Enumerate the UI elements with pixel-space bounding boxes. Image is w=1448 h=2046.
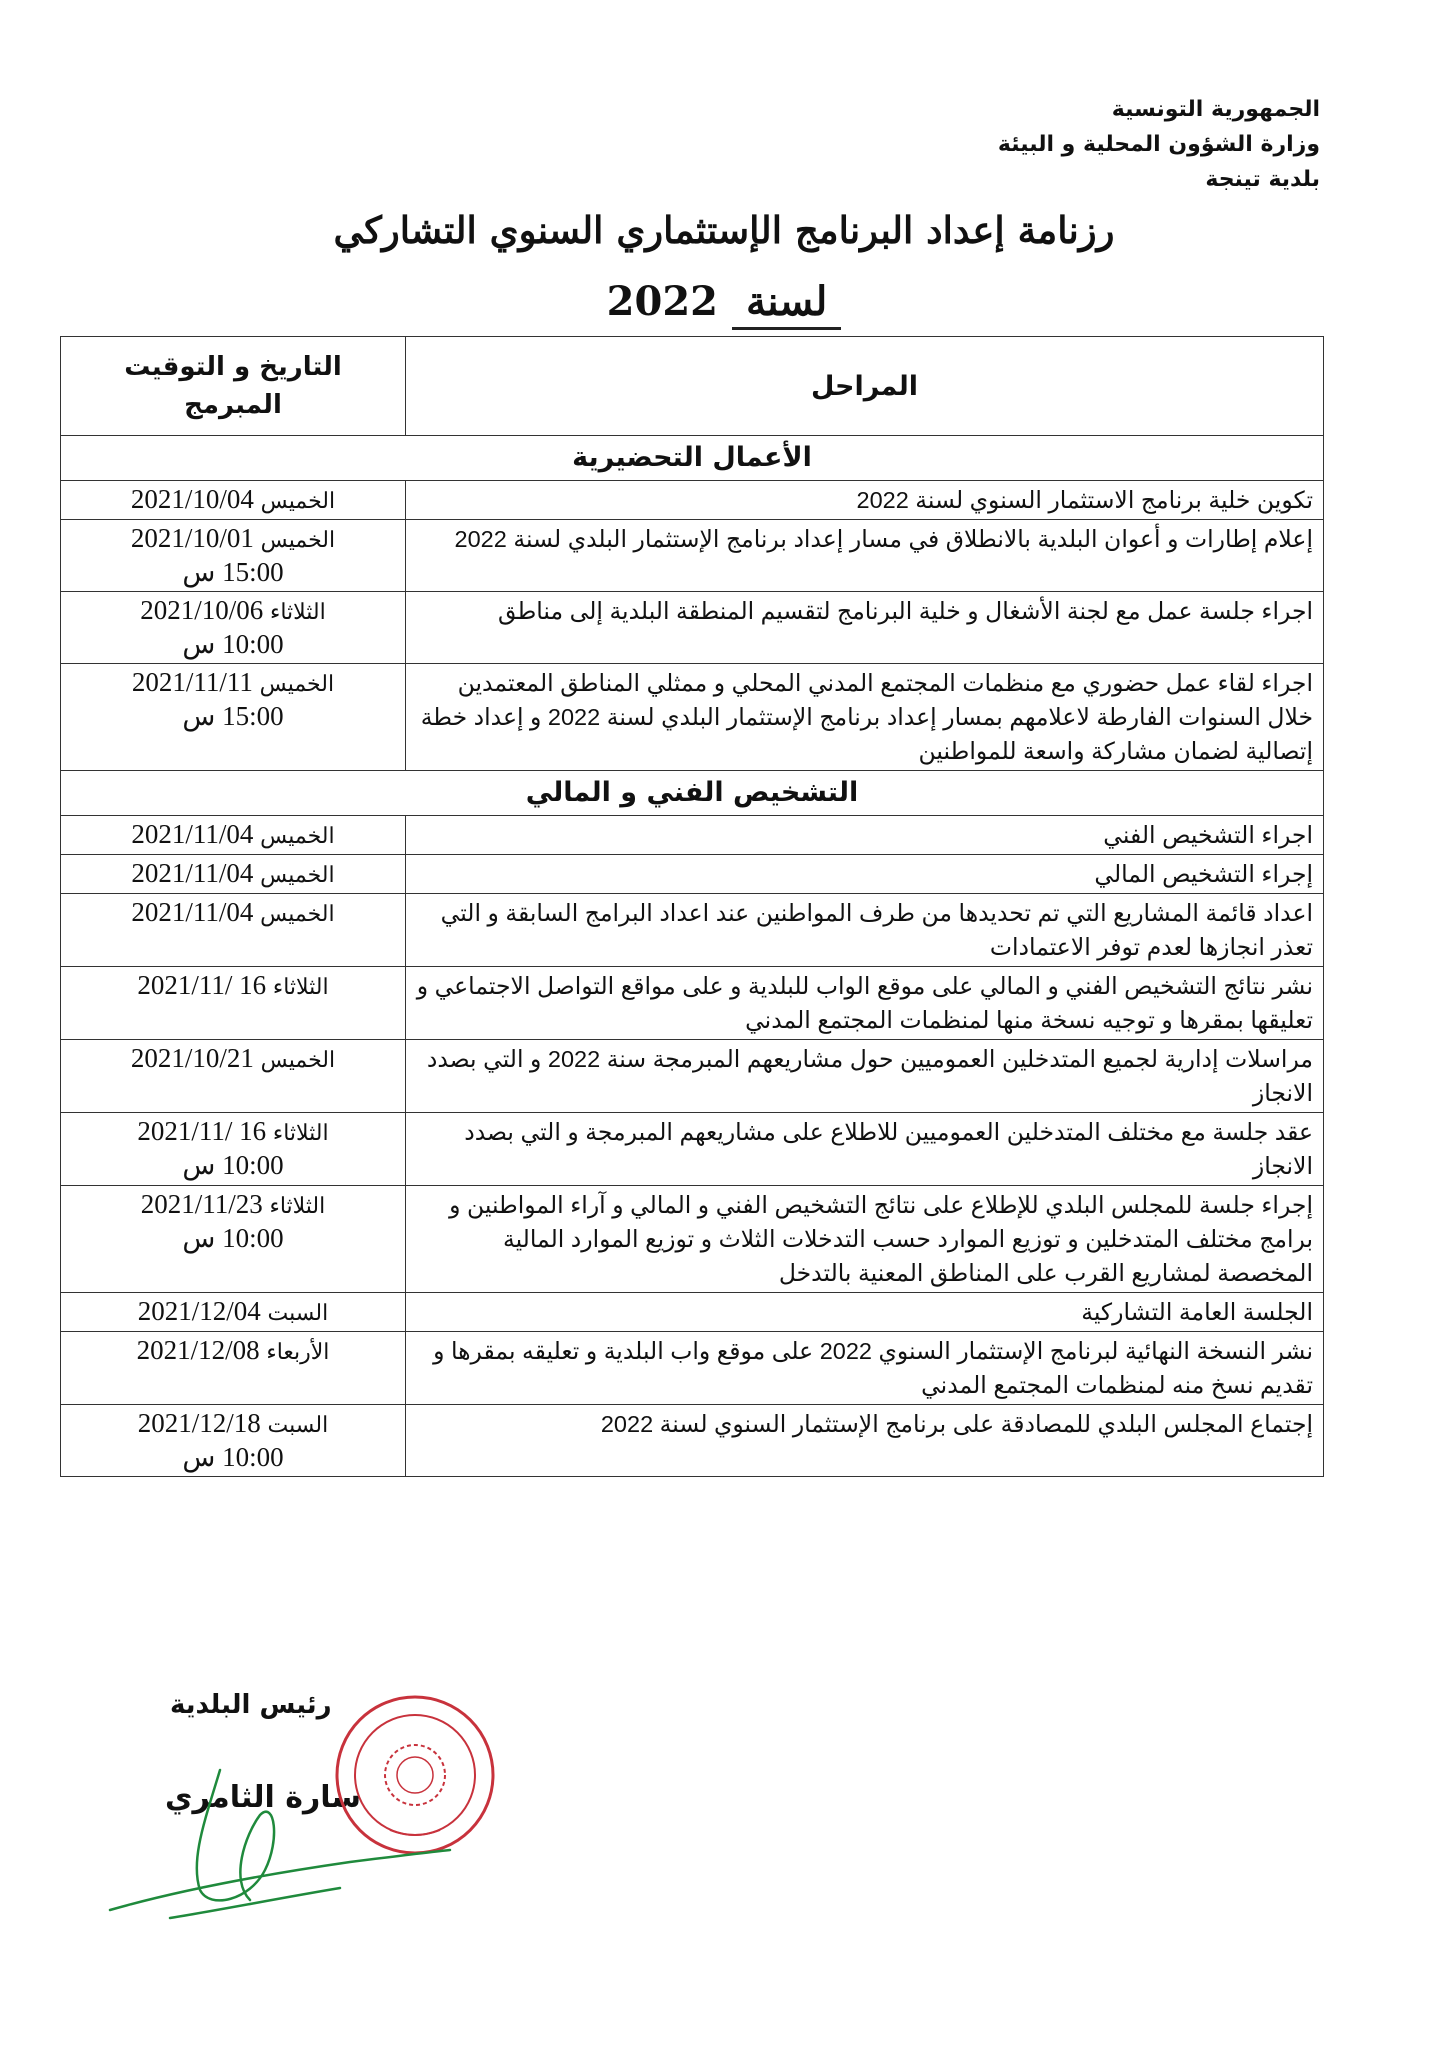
date-cell [61, 967, 406, 1040]
weekday: الثلاثاء [270, 599, 326, 624]
date-line [71, 1115, 395, 1149]
stage-cell: مراسلات إدارية لجميع المتدخلين العموميين حول مشاريعهم المبرمجة سنة 2022 و التي بصدد الانجاز [406, 1040, 1324, 1113]
date-cell [61, 855, 406, 894]
time-value: 10:00 س [182, 1150, 284, 1180]
weekday: الخميس [260, 527, 336, 552]
stage-cell: إجراء جلسة للمجلس البلدي للإطلاع على نتائج التشخيص الفني و المالي و آراء المواطنين و برامج مختلف المتدخلين و توزيع الموارد حسب التدخلات الثلاث و توزيع الموارد المالية المخصصة لمشاريع القرب على المناطق المعنية بالتدخل [406, 1186, 1324, 1293]
table-row [61, 967, 1324, 1040]
stage-cell: عقد جلسة مع مختلف المتدخلين العموميين للاطلاع على مشاريعهم المبرمجة و التي بصدد الانجاز [406, 1113, 1324, 1186]
date-value: 2021/11/ 16 [137, 970, 267, 1000]
date-cell [61, 1293, 406, 1332]
document-subtitle [0, 278, 1448, 325]
letterhead [998, 92, 1320, 197]
date-cell [61, 520, 406, 592]
date-cell [61, 664, 406, 771]
date-line [71, 1295, 395, 1329]
weekday: الخميس [260, 823, 335, 848]
subtitle-word: لسنة [732, 278, 841, 330]
stage-cell: اجراء جلسة عمل مع لجنة الأشغال و خلية البرنامج لتقسيم المنطقة البلدية إلى مناطق [406, 592, 1324, 664]
date-value: 2021/11/04 [131, 819, 254, 849]
handwritten-signature [100, 1760, 460, 1930]
table-row [61, 481, 1324, 520]
column-header-date: التاريخ و التوقيت المبرمج [61, 337, 406, 436]
date-cell [61, 894, 406, 967]
table-row [61, 855, 1324, 894]
stage-cell: اجراء التشخيص الفني [406, 816, 1324, 855]
stage-cell: إعلام إطارات و أعوان البلدية بالانطلاق في مسار إعداد برنامج الإستثمار البلدي لسنة 2022 [406, 520, 1324, 592]
date-line [71, 1042, 395, 1076]
date-line [71, 594, 395, 628]
table-row [61, 1113, 1324, 1186]
stage-cell: إجتماع المجلس البلدي للمصادقة على برنامج الإستثمار السنوي لسنة 2022 [406, 1405, 1324, 1477]
date-cell [61, 1186, 406, 1293]
section-row [61, 436, 1324, 481]
date-value: 2021/11/ 16 [137, 1116, 267, 1146]
stage-cell: إجراء التشخيص المالي [406, 855, 1324, 894]
date-line [71, 522, 395, 556]
date-cell [61, 816, 406, 855]
date-line [71, 1407, 395, 1441]
weekday: الأربعاء [266, 1339, 330, 1364]
section-title: التشخيص الفني و المالي [61, 771, 1324, 816]
table-row [61, 1186, 1324, 1293]
weekday: الخميس [259, 671, 335, 696]
date-line [71, 483, 395, 517]
column-header-stages: المراحل [406, 337, 1324, 436]
stage-cell: نشر النسخة النهائية لبرنامج الإستثمار السنوي 2022 على موقع واب البلدية و تعليقه بمقرها و تقديم نسخ منه لمنظمات المجتمع المدني [406, 1332, 1324, 1405]
letterhead-ministry: وزارة الشؤون المحلية و البيئة [997, 132, 1320, 157]
date-value: 2021/10/06 [140, 595, 264, 625]
table-header-row [61, 337, 1324, 436]
date-value: 2021/10/01 [130, 523, 254, 553]
weekday: الثلاثاء [272, 1120, 329, 1145]
date-value: 2021/11/04 [131, 897, 254, 927]
date-line [71, 969, 395, 1003]
weekday: الثلاثاء [272, 974, 329, 999]
table-row [61, 816, 1324, 855]
stage-cell: الجلسة العامة التشاركية [406, 1293, 1324, 1332]
date-cell [61, 1405, 406, 1477]
date-value: 2021/12/08 [136, 1335, 260, 1365]
signatory-name: سارة الثامري [165, 1780, 361, 1815]
stage-cell: نشر نتائج التشخيص الفني و المالي على موقع الواب للبلدية و على مواقع التواصل الاجتماعي و تعليقها بمقرها و توجيه نسخة منها لمنظمات المجتمع المدني [406, 967, 1324, 1040]
date-cell [61, 1040, 406, 1113]
table-row [61, 592, 1324, 664]
stage-cell: اجراء لقاء عمل حضوري مع منظمات المجتمع المدني المحلي و ممثلي المناطق المعتمدين خلال السنوات الفارطة لاعلامهم بمسار إعداد برنامج الإستثمار البلدي لسنة 2022 و إعداد خطة إتصالية لضمان مشاركة واسعة للمواطنين [406, 664, 1324, 771]
date-value: 2021/10/04 [130, 484, 254, 514]
letterhead-country: الجمهورية التونسية [1111, 97, 1320, 122]
weekday: السبت [267, 1412, 329, 1437]
time-value: 10:00 س [182, 629, 284, 659]
weekday: الخميس [260, 862, 335, 887]
schedule-body [61, 436, 1324, 1477]
table-row [61, 664, 1324, 771]
date-line [71, 666, 395, 700]
table-row [61, 1293, 1324, 1332]
table-row [61, 1040, 1324, 1113]
date-value: 2021/12/04 [137, 1296, 261, 1326]
date-cell [61, 1113, 406, 1186]
date-value: 2021/12/18 [137, 1408, 261, 1438]
section-row [61, 771, 1324, 816]
date-line [71, 1334, 395, 1368]
date-value: 2021/11/23 [140, 1189, 263, 1219]
schedule-table-wrapper [60, 336, 1323, 1477]
date-value: 2021/11/04 [131, 858, 254, 888]
document-title: رزنامة إعداد البرنامج الإستثماري السنوي التشاركي [333, 208, 1115, 252]
table-row [61, 894, 1324, 967]
time-value: 15:00 س [182, 557, 284, 587]
date-line [71, 1188, 395, 1222]
date-value: 2021/10/21 [130, 1043, 254, 1073]
time-value: 10:00 س [182, 1223, 284, 1253]
stage-cell: اعداد قائمة المشاريع التي تم تحديدها من طرف المواطنين عند اعداد البرامج السابقة و التي تعذر انجازها لعدم توفر الاعتمادات [406, 894, 1324, 967]
table-row [61, 520, 1324, 592]
stage-cell: تكوين خلية برنامج الاستثمار السنوي لسنة 2022 [406, 481, 1324, 520]
weekday: السبت [267, 1300, 329, 1325]
date-cell [61, 481, 406, 520]
weekday: الخميس [260, 901, 335, 926]
date-cell [61, 1332, 406, 1405]
weekday: الثلاثاء [269, 1193, 326, 1218]
subtitle-year: 2022 [606, 278, 718, 325]
date-line [71, 818, 395, 852]
date-line [71, 857, 395, 891]
schedule-table [60, 336, 1324, 1477]
date-cell [61, 592, 406, 664]
date-value: 2021/11/11 [131, 667, 253, 697]
weekday: الخميس [260, 1047, 336, 1072]
signatory-title: رئيس البلدية [170, 1690, 332, 1720]
time-value: 15:00 س [182, 701, 284, 731]
letterhead-municipality: بلدية تينجة [1205, 167, 1320, 192]
date-line [71, 896, 395, 930]
table-row [61, 1405, 1324, 1477]
section-title: الأعمال التحضيرية [61, 436, 1324, 481]
time-value: 10:00 س [182, 1442, 284, 1472]
weekday: الخميس [260, 488, 336, 513]
table-row [61, 1332, 1324, 1405]
